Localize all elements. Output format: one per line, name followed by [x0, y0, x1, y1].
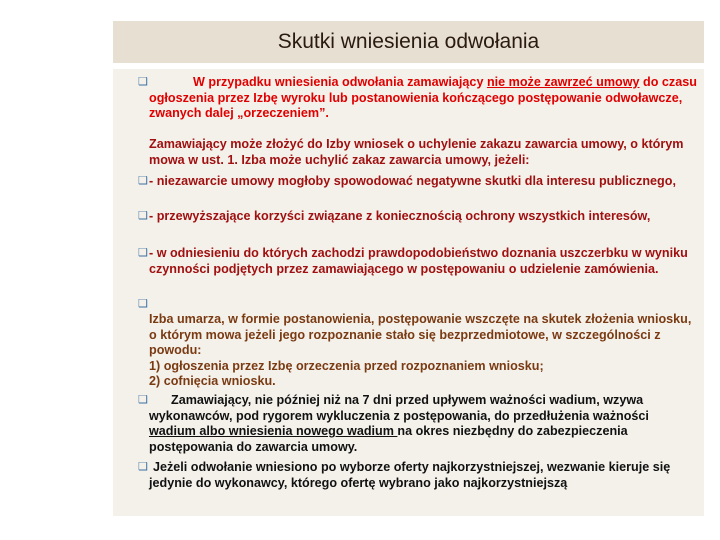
paragraph-contract-ban	[149, 75, 699, 122]
bullet-icon: ❑	[138, 210, 148, 222]
text: Izba umarza, w formie postanowienia, postępowanie wszczęte na skutek złożenia wniosku, o którym mowa jeżeli jego rozpoznanie stało się bezprzedmiotowe, w szczególności z powodu:	[149, 312, 692, 358]
paragraph-motion-intro: Zamawiający może złożyć do Izby wniosek o uchylenie zakazu zawarcia umowy, o którym mowa w ust. 1. Izba może uchylić zakaz zawarcia umowy, jeżeli:	[149, 137, 684, 167]
paragraph-wadium	[149, 393, 699, 455]
text: W przypadku wniesienia odwołania zamawiający	[193, 75, 487, 89]
text: do czasu ogłoszenia przez Izbę wyroku lub postanowienia kończącego postępowanie odwoławcze, zwanych dalej „orzeczeniem”.	[149, 75, 697, 121]
bullet-icon: ❑	[138, 298, 148, 310]
bullet-icon: ❑	[138, 247, 148, 259]
underlined-text: nie może zawrzeć umowy	[486, 75, 640, 89]
underlined-text: wadium albo wniesienia nowego wadium	[149, 424, 398, 439]
text: Jeżeli odwołanie wniesiono po wyborze oferty najkorzystniejszej, wezwanie kieruje się jedynie do wykonawcy, którego ofertę wybrano jako najkorzystniejszą	[149, 460, 671, 490]
list-item: - niezawarcie umowy mogłoby spowodować negatywne skutki dla interesu publicznego,	[149, 174, 676, 188]
bullet-icon: ❑	[138, 394, 148, 406]
list-item: - w odniesieniu do których zachodzi prawdopodobieństwo doznania uszczerbku w wyniku czynności podjętych przez zamawiającego w postępowaniu o udzielenie zamówienia.	[149, 246, 688, 276]
paragraph-discontinuation	[149, 312, 699, 390]
paragraph-best-offer	[149, 460, 699, 491]
text: na okres niezbędny do zabezpieczenia postępowania do zawarcia umowy.	[149, 424, 628, 454]
list-item: - przewyższające korzyści związane z koniecznością ochrony wszystkich interesów,	[149, 209, 651, 223]
bullet-icon: ❑	[138, 175, 148, 187]
text: Zamawiający, nie później niż na 7 dni przed upływem ważności wadium, wzywa wykonawców, pod rygorem wykluczenia z postępowania, do przedłużenia ważności	[149, 393, 649, 423]
bullet-icon: ❑	[138, 461, 148, 473]
bullet-icon: ❑	[138, 76, 148, 88]
slide-title: Skutki wniesienia odwołania	[277, 30, 540, 53]
text: 2) cofnięcia wniosku.	[149, 374, 276, 389]
title-bar	[113, 21, 704, 63]
text: 1) ogłoszenia przez Izbę orzeczenia przed rozpoznaniem wniosku;	[149, 358, 544, 373]
